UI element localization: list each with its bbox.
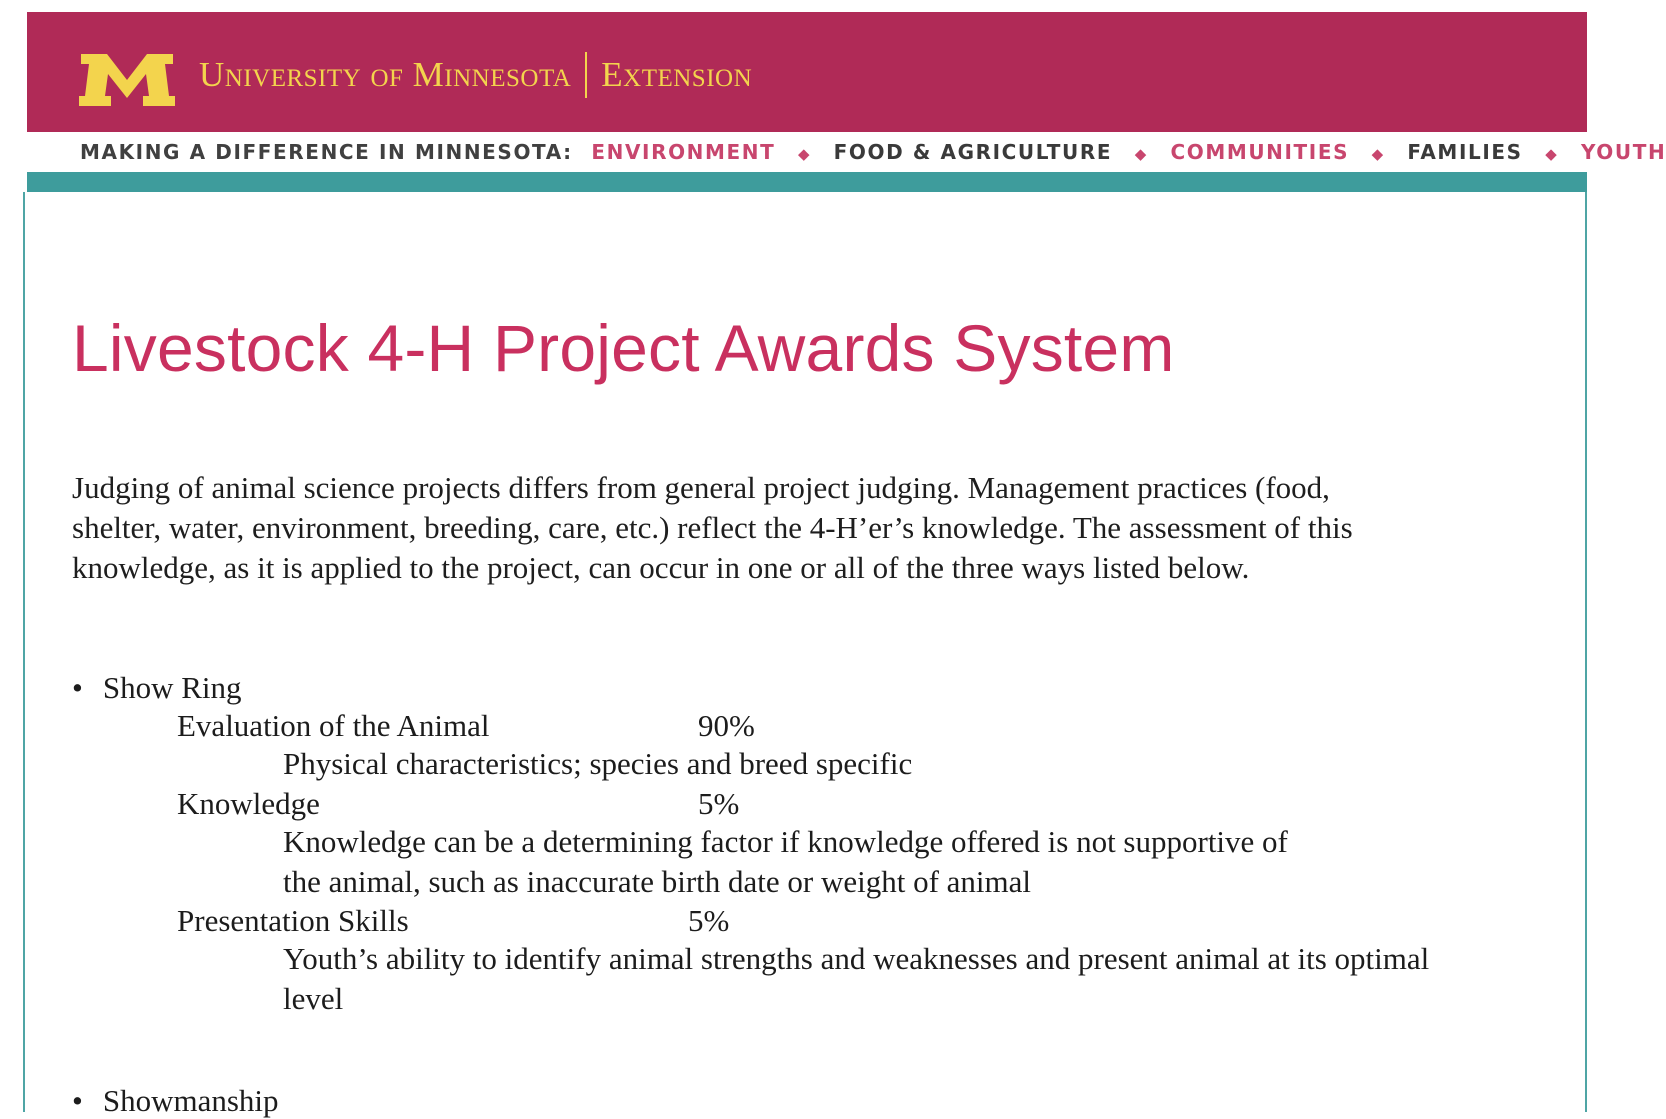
criterion-label-evaluation: Evaluation of the Animal xyxy=(177,708,490,743)
bullet-icon: • xyxy=(72,1083,83,1118)
bullet-label: Showmanship xyxy=(102,1083,279,1118)
brand-divider xyxy=(585,52,587,98)
criterion-percent-knowledge: 5% xyxy=(698,786,740,821)
tagline xyxy=(80,140,1666,164)
tagline-prefix: MAKING A DIFFERENCE IN MINNESOTA: xyxy=(80,140,573,164)
criterion-description-knowledge: Knowledge can be a determining factor if knowledge offered is not supportive of the animal, such as inaccurate birth date or weight of animal xyxy=(283,824,1288,899)
teal-divider-bar xyxy=(27,172,1587,192)
diamond-separator-icon: ◆ xyxy=(1134,145,1148,163)
brand-name: University of Minnesota xyxy=(199,55,572,94)
header-banner xyxy=(27,12,1587,132)
tagline-item-food-agriculture: FOOD & AGRICULTURE xyxy=(833,140,1113,164)
tagline-item-communities: COMMUNITIES xyxy=(1170,140,1350,164)
tagline-item-environment: ENVIRONMENT xyxy=(591,140,776,164)
bullet-icon: • xyxy=(72,670,83,705)
diamond-separator-icon: ◆ xyxy=(1545,145,1559,163)
criterion-percent-evaluation: 90% xyxy=(698,708,755,743)
bullet-label: Show Ring xyxy=(102,670,242,705)
criterion-description-evaluation: Physical characteristics; species and breed specific xyxy=(283,746,913,781)
list-item-show-ring xyxy=(72,670,242,706)
list-item-showmanship xyxy=(72,1083,279,1119)
tagline-item-families: FAMILIES xyxy=(1407,140,1523,164)
brand-division: Extension xyxy=(601,55,753,94)
diamond-separator-icon: ◆ xyxy=(797,145,812,163)
criterion-label-knowledge: Knowledge xyxy=(177,786,320,821)
criterion-description-presentation: Youth’s ability to identify animal strengths and weaknesses and present animal at its optimal level xyxy=(283,941,1430,1016)
criterion-label-presentation: Presentation Skills xyxy=(177,903,409,938)
intro-paragraph: Judging of animal science projects differs from general project judging. Management practices (food, shelter, water, environment, breeding, care, etc.) reflect the 4-H’er’s knowledge. The assessment of this knowledge, as it is applied to the project, can occur in one or all of the three ways listed below. xyxy=(72,470,1353,585)
university-m-logo-icon xyxy=(77,52,177,108)
criterion-percent-presentation: 5% xyxy=(688,903,730,938)
diamond-separator-icon: ◆ xyxy=(1371,145,1385,163)
page-title: Livestock 4-H Project Awards System xyxy=(72,311,1175,385)
brand-wordmark xyxy=(199,52,752,98)
tagline-item-youth: YOUTH xyxy=(1580,140,1666,164)
